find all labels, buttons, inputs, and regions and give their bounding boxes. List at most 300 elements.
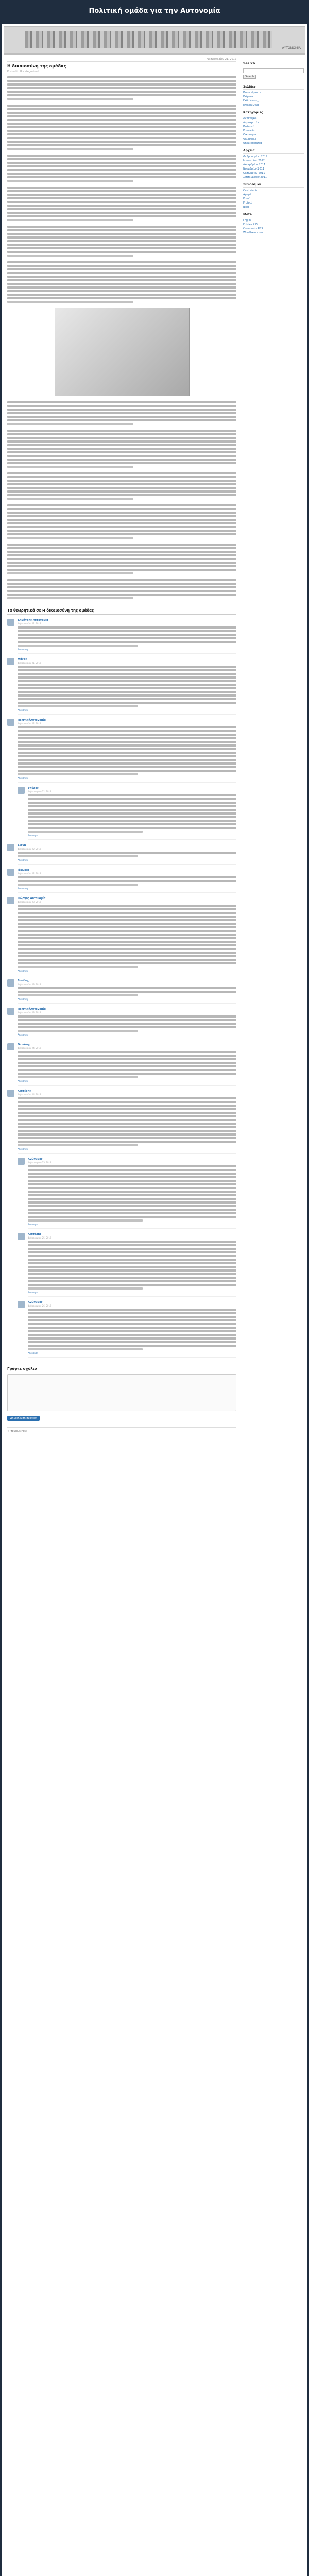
comment-author[interactable]: Ανώνυμος	[28, 1158, 43, 1161]
text-line	[18, 941, 236, 943]
comment-item	[7, 658, 236, 715]
text-line	[18, 1026, 236, 1028]
banner-figures	[25, 31, 272, 48]
text-line	[7, 590, 236, 592]
text-line	[28, 1312, 236, 1314]
reply-link[interactable]: Απάντηση	[28, 834, 39, 837]
comment-date[interactable]: Φεβρουαρίου 21, 2012	[18, 662, 41, 664]
text-line	[18, 1069, 236, 1071]
text-line	[7, 430, 236, 432]
text-line	[7, 586, 236, 588]
text-line	[7, 180, 133, 182]
text-line	[18, 1119, 236, 1121]
avatar	[18, 1233, 25, 1240]
text-line	[7, 480, 236, 482]
sidebar-heading: Αρχεία	[243, 149, 304, 154]
comment-item	[7, 897, 236, 975]
text-line	[28, 1341, 236, 1343]
text-line	[18, 630, 236, 632]
text-line	[28, 1262, 236, 1264]
comment-author[interactable]: Σπύρος	[28, 787, 39, 790]
sidebar-link[interactable]: Οκτωβρίου 2011	[243, 172, 265, 175]
text-line	[18, 884, 138, 886]
comment-author[interactable]: Λευτέρης	[28, 1233, 42, 1236]
text-line	[18, 1130, 236, 1132]
sidebar-link[interactable]: Project	[243, 201, 252, 205]
comment-body	[18, 979, 236, 1004]
text-line	[18, 991, 236, 993]
post-paragraph	[7, 544, 236, 574]
comment-item	[7, 844, 236, 865]
text-line	[18, 1141, 236, 1143]
text-line	[7, 487, 236, 489]
comment-author[interactable]: Θανάσης	[18, 1043, 30, 1046]
main-content	[7, 58, 236, 1433]
text-line	[7, 583, 236, 585]
comment-body	[18, 619, 236, 654]
text-line	[7, 459, 236, 461]
reply-link[interactable]: Απάντηση	[18, 859, 28, 861]
text-line	[7, 130, 236, 132]
text-line	[18, 1105, 236, 1107]
text-line	[7, 597, 133, 599]
text-line	[7, 423, 133, 425]
text-line	[28, 1212, 236, 1214]
text-line	[18, 952, 236, 954]
sidebar-link[interactable]: Uncategorized	[243, 142, 262, 145]
text-line	[18, 955, 236, 957]
text-line	[7, 515, 236, 517]
text-line	[7, 433, 236, 435]
text-line	[28, 812, 236, 815]
reply-link[interactable]: Απάντηση	[28, 1223, 39, 1226]
reply-link[interactable]: Απάντηση	[18, 887, 28, 890]
text-line	[28, 1248, 236, 1250]
comment-date[interactable]: Φεβρουαρίου 24, 2012	[18, 1047, 41, 1049]
sidebar-link[interactable]: Σεπτεμβρίου 2011	[243, 176, 267, 179]
text-line	[7, 272, 236, 274]
text-line	[18, 912, 236, 914]
comment-form-heading: Γράψτε σχόλιο	[7, 1367, 37, 1371]
sidebar-heading: Σελίδες	[243, 85, 304, 90]
reply-link[interactable]: Απάντηση	[28, 1291, 39, 1294]
reply-link[interactable]: Απάντηση	[18, 970, 28, 972]
text-line	[7, 194, 236, 196]
avatar	[7, 1043, 14, 1050]
sidebar-link[interactable]: Blog	[243, 206, 249, 209]
avatar	[18, 1158, 25, 1165]
text-line	[28, 1191, 236, 1193]
text-line	[28, 1176, 236, 1178]
text-line	[18, 876, 236, 878]
sidebar-heading: Meta	[243, 213, 304, 217]
post-paragraph	[7, 430, 236, 468]
text-line	[7, 297, 236, 299]
text-line	[18, 1123, 236, 1125]
comment-author[interactable]: Ανώνυμος	[28, 1301, 43, 1304]
comment-date[interactable]: Φεβρουαρίου 26, 2012	[28, 1304, 52, 1307]
comment-author[interactable]: Μάνος	[18, 658, 27, 661]
text-line	[28, 1337, 236, 1340]
sidebar-link[interactable]: Castoriadis	[243, 189, 258, 192]
comment-date[interactable]: Φεβρουαρίου 23, 2012	[18, 983, 41, 986]
sidebar-link[interactable]: Δεκεμβρίου 2011	[243, 163, 266, 166]
text-line	[7, 80, 236, 82]
sidebar-link[interactable]: Φιλοσοφία	[243, 138, 257, 141]
post-paragraph	[7, 105, 236, 150]
sidebar-link[interactable]: Αυτονομία	[243, 117, 257, 120]
text-line	[18, 680, 236, 682]
text-line	[7, 294, 236, 296]
text-line	[18, 762, 236, 765]
comment-list	[7, 619, 236, 1358]
comment-date[interactable]: Φεβρουαρίου 22, 2012	[18, 722, 41, 725]
text-line	[28, 1327, 236, 1329]
sidebar-heading: Κατηγορίες	[243, 111, 304, 115]
text-line	[7, 219, 133, 221]
comment-date[interactable]: Φεβρουαρίου 22, 2012	[28, 790, 52, 793]
text-line	[7, 91, 236, 93]
text-line	[18, 634, 236, 636]
banner-caption: ΑΥΤΟΝΟΜΙΑ	[282, 46, 301, 50]
submit-comment-button[interactable]: Δημοσίευση σχολίου	[7, 1416, 40, 1421]
text-line	[7, 483, 236, 485]
text-line	[18, 687, 236, 689]
text-line	[7, 544, 236, 546]
text-line	[28, 1259, 236, 1261]
sidebar-link[interactable]: Πολιτική	[243, 125, 255, 128]
text-line	[7, 126, 236, 128]
sidebar-link[interactable]: Κοινωνία	[243, 129, 255, 132]
text-line	[7, 276, 236, 278]
text-line	[18, 1137, 236, 1139]
text-line	[18, 1065, 236, 1067]
text-line	[28, 1277, 236, 1279]
text-line	[18, 1055, 236, 1057]
reply-link[interactable]: Απάντηση	[18, 1033, 28, 1036]
text-line	[28, 1319, 236, 1321]
search-heading: Search	[243, 62, 304, 66]
text-line	[28, 798, 236, 800]
text-line	[18, 1115, 236, 1117]
comment-date[interactable]: Φεβρουαρίου 24, 2012	[18, 1093, 41, 1096]
text-line	[7, 83, 236, 86]
comment-item	[7, 1043, 236, 1086]
text-line	[7, 279, 236, 281]
sidebar-link[interactable]: Κείμενα	[243, 95, 253, 98]
sidebar-link[interactable]: Νοεμβρίου 2011	[243, 167, 265, 171]
sidebar-link[interactable]: Δημοκρατία	[243, 121, 259, 124]
text-line	[7, 409, 236, 411]
text-line	[7, 190, 236, 192]
sidebar-link[interactable]: Επικοινωνία	[243, 104, 259, 107]
text-line	[7, 547, 236, 549]
text-line	[18, 770, 236, 772]
post-paragraph	[7, 504, 236, 539]
text-line	[28, 1323, 236, 1325]
text-line	[28, 1187, 236, 1189]
text-line	[7, 416, 236, 418]
sidebar-link[interactable]: Ιανουαρίου 2012	[243, 159, 265, 162]
text-line	[18, 930, 236, 932]
text-line	[18, 755, 236, 757]
avatar	[7, 844, 14, 851]
text-line	[28, 1241, 236, 1243]
text-line	[18, 944, 236, 946]
post-title[interactable]: Η δικαιοσύνη της ομάδας	[7, 64, 66, 69]
text-line	[18, 1023, 236, 1025]
comment-author[interactable]: Ελένη	[18, 844, 26, 847]
text-line	[18, 855, 138, 857]
sidebar-link[interactable]: Εκδηλώσεις	[243, 99, 259, 103]
text-line	[18, 966, 138, 968]
text-line	[7, 519, 236, 521]
sidebar-link[interactable]: Entries RSS	[243, 223, 258, 226]
search-input[interactable]	[243, 68, 304, 73]
comment-body	[18, 869, 236, 893]
sidebar-heading: Σύνδεσμοι	[243, 183, 304, 188]
text-line	[7, 498, 133, 500]
text-line	[7, 562, 236, 564]
comment-body	[18, 844, 236, 865]
text-line	[18, 666, 236, 668]
previous-post-link[interactable]: « Previous Post	[7, 1427, 236, 1433]
comment-date[interactable]: Φεβρουαρίου 25, 2012	[28, 1236, 52, 1239]
text-line	[7, 201, 236, 203]
comment-author[interactable]: ΠολιτικήΑυτονομία	[18, 1008, 46, 1011]
text-line	[28, 1287, 143, 1290]
text-line	[7, 494, 236, 496]
reply-link[interactable]: Απάντηση	[18, 777, 28, 779]
text-line	[18, 908, 236, 910]
text-line	[18, 766, 236, 768]
comment-date[interactable]: Φεβρουαρίου 21, 2012	[18, 622, 41, 625]
text-line	[18, 880, 236, 882]
text-line	[7, 115, 236, 117]
text-line	[18, 705, 138, 707]
blog-title[interactable]: Πολιτική ομάδα για την Αυτονομία	[89, 7, 220, 15]
text-line	[18, 676, 236, 679]
text-line	[7, 268, 236, 270]
reply-link[interactable]: Απάντηση	[18, 709, 28, 711]
text-line	[7, 87, 236, 89]
post-paragraph	[7, 226, 236, 257]
text-line	[28, 794, 236, 796]
text-line	[7, 508, 236, 510]
text-line	[7, 197, 236, 199]
reply-link[interactable]: Απάντηση	[28, 1352, 39, 1354]
comment-author[interactable]: Βασίλης	[18, 979, 29, 982]
text-line	[18, 1051, 236, 1053]
avatar	[7, 1090, 14, 1097]
text-line	[28, 1348, 143, 1350]
text-line	[28, 1180, 236, 1182]
text-line	[28, 1165, 236, 1167]
text-line	[7, 476, 236, 478]
text-line	[28, 1266, 236, 1268]
text-line	[18, 773, 138, 775]
text-line	[7, 594, 236, 596]
text-line	[18, 1097, 236, 1099]
text-line	[18, 937, 236, 939]
comment-author[interactable]: Δημήτρης Αυτονομία	[18, 619, 48, 622]
text-line	[28, 823, 236, 825]
text-line	[7, 229, 236, 231]
text-line	[28, 1345, 236, 1347]
text-line	[7, 569, 236, 571]
avatar	[7, 979, 14, 987]
text-line	[7, 462, 236, 464]
text-line	[18, 1073, 236, 1075]
text-line	[7, 405, 236, 407]
text-line	[7, 451, 236, 453]
text-line	[7, 176, 236, 178]
text-line	[7, 261, 236, 263]
text-line	[7, 533, 236, 535]
text-line	[7, 251, 236, 253]
text-line	[18, 959, 236, 961]
text-line	[18, 962, 236, 964]
text-line	[18, 926, 236, 928]
comment-author[interactable]: Λευτέρης	[18, 1090, 31, 1093]
text-line	[7, 205, 236, 207]
reply-link[interactable]: Απάντηση	[18, 648, 28, 651]
text-line	[28, 1309, 236, 1311]
reply-link[interactable]: Απάντηση	[18, 1080, 28, 1082]
sidebar	[243, 58, 304, 235]
reply-link[interactable]: Απάντηση	[18, 998, 28, 1001]
text-line	[7, 144, 236, 146]
comment-date[interactable]: Φεβρουαρίου 23, 2012	[18, 1011, 41, 1014]
comment-textarea[interactable]	[7, 1374, 236, 1411]
post-paragraph	[7, 76, 236, 100]
text-line	[28, 1316, 236, 1318]
comment-author[interactable]: ΠολιτικήΑυτονομία	[18, 719, 46, 722]
text-line	[7, 466, 133, 468]
text-line	[7, 437, 236, 439]
sidebar-link[interactable]: Κοινότητα	[243, 197, 257, 200]
text-line	[18, 994, 138, 996]
sidebar-link[interactable]: Comments RSS	[243, 227, 263, 230]
text-line	[18, 1015, 236, 1018]
text-line	[7, 123, 236, 125]
text-line	[28, 809, 236, 811]
comment-body	[28, 787, 236, 840]
comment-date[interactable]: Φεβρουαρίου 25, 2012	[28, 1161, 52, 1164]
text-line	[28, 827, 236, 829]
sidebar-link[interactable]: Οικονομία	[243, 133, 256, 137]
text-line	[28, 1209, 236, 1211]
text-line	[18, 645, 138, 647]
post-body	[7, 76, 236, 599]
comment-date[interactable]: Φεβρουαρίου 22, 2012	[18, 872, 41, 875]
text-line	[28, 831, 143, 833]
text-line	[18, 741, 236, 743]
text-line	[7, 565, 236, 567]
comment-body	[18, 1043, 236, 1086]
text-line	[18, 934, 236, 936]
text-line	[7, 133, 236, 135]
comment-date[interactable]: Φεβρουαρίου 23, 2012	[18, 901, 41, 903]
comment-author[interactable]: Γιώργος Αυτονομία	[18, 897, 46, 900]
blog-header	[0, 0, 309, 22]
text-line	[18, 734, 236, 736]
text-line	[7, 236, 236, 239]
comment-item	[7, 1090, 236, 1154]
sidebar-link[interactable]: Αγορά	[243, 193, 251, 196]
comment-item	[18, 1233, 236, 1297]
text-line	[28, 1255, 236, 1257]
text-line	[18, 684, 236, 686]
text-line	[7, 112, 236, 114]
header-banner-image	[4, 26, 305, 55]
comment-author[interactable]: Ιάκωβος	[18, 869, 30, 872]
text-line	[28, 1219, 143, 1222]
text-line	[7, 530, 236, 532]
text-line	[7, 173, 236, 175]
comment-body	[18, 658, 236, 715]
reply-link[interactable]: Απάντηση	[18, 1148, 28, 1150]
text-line	[7, 247, 236, 249]
text-line	[7, 283, 236, 285]
search-button[interactable]: Search	[243, 75, 256, 79]
text-line	[18, 748, 236, 750]
comment-date[interactable]: Φεβρουαρίου 22, 2012	[18, 848, 41, 850]
text-line	[7, 551, 236, 553]
text-line	[28, 1169, 236, 1171]
text-line	[18, 744, 236, 747]
text-line	[7, 212, 236, 214]
sidebar-link[interactable]: Ποιοι είμαστε	[243, 91, 261, 94]
text-line	[7, 187, 236, 189]
text-line	[7, 490, 236, 493]
text-line	[18, 1133, 236, 1136]
text-line	[7, 558, 236, 560]
sidebar-link[interactable]: WordPress.com	[243, 231, 263, 234]
text-line	[18, 1062, 236, 1064]
text-line	[18, 987, 236, 989]
text-line	[28, 1273, 236, 1275]
page-container	[2, 24, 307, 2576]
text-line	[28, 805, 236, 807]
text-line	[7, 286, 236, 289]
post-paragraph	[7, 155, 236, 182]
comment-item	[18, 1158, 236, 1229]
text-line	[18, 737, 236, 739]
avatar	[7, 869, 14, 876]
avatar	[7, 897, 14, 904]
post-meta: Posted in Uncategorized	[7, 70, 39, 73]
text-line	[18, 916, 236, 918]
text-line	[7, 162, 236, 164]
text-line	[7, 233, 236, 235]
sidebar-link[interactable]: Φεβρουαρίου 2012	[243, 155, 268, 158]
sidebar-link[interactable]: Log in	[243, 219, 251, 222]
post-paragraph	[7, 579, 236, 599]
text-line	[28, 1201, 236, 1204]
text-line	[18, 1058, 236, 1060]
text-line	[18, 1019, 236, 1021]
text-line	[18, 730, 236, 732]
text-line	[18, 669, 236, 671]
comments-heading: Τα θεωρητικά σε Η δικαιοσύνη της ομάδας	[7, 608, 236, 615]
text-line	[7, 76, 236, 78]
text-line	[28, 1280, 236, 1282]
text-line	[7, 141, 236, 143]
text-line	[7, 401, 236, 403]
text-line	[18, 948, 236, 950]
text-line	[28, 802, 236, 804]
